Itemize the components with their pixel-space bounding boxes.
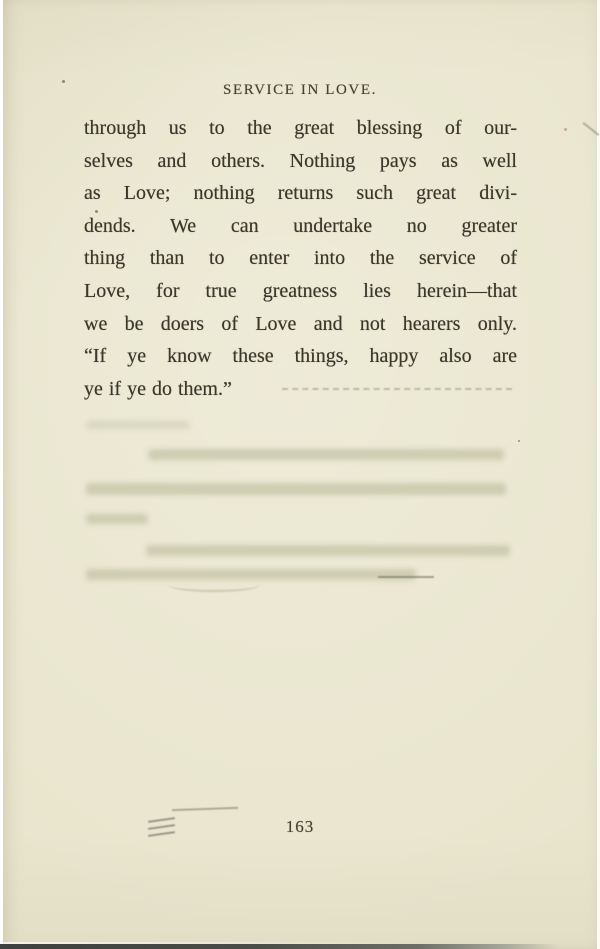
show-through-smudge: [86, 483, 506, 495]
body-text-line: “If ye know these things, happy also are: [84, 345, 517, 368]
body-paragraph: [84, 112, 517, 405]
paper-speck: [95, 210, 98, 213]
pencil-mark: [378, 576, 434, 578]
body-text-line: dends. We can undertake no greater: [84, 214, 517, 237]
scratch-mark: [583, 122, 600, 136]
faint-curved-mark: [168, 578, 260, 592]
body-text-line: as Love; nothing returns such great divi-: [84, 182, 517, 205]
show-through-smudge: [146, 545, 510, 556]
body-text-line: we be doers of Love and not hearers only.: [84, 312, 517, 335]
body-text-line: ye if ye do them.”: [84, 377, 232, 400]
paper-speck: [518, 440, 520, 442]
page-bottom-edge-shadow: [0, 944, 560, 949]
body-text-line: thing than to enter into the service of: [84, 247, 517, 270]
page-number: 163: [285, 817, 315, 836]
show-through-smudge: [86, 421, 190, 429]
body-text-line: through us to the great blessing of our-: [84, 117, 517, 139]
body-text-line: Love, for true greatness lies herein—that: [84, 279, 517, 302]
paper-speck: [62, 80, 65, 83]
pencil-smudge: [172, 807, 238, 811]
body-text-line: selves and others. Nothing pays as well: [84, 149, 517, 172]
running-head: SERVICE IN LOVE.: [223, 82, 377, 98]
pencil-scribble: [148, 814, 175, 844]
show-through-smudge: [148, 449, 504, 460]
faint-dashed-line: [282, 388, 512, 390]
paper-speck: [564, 128, 567, 131]
show-through-smudge: [86, 514, 148, 524]
